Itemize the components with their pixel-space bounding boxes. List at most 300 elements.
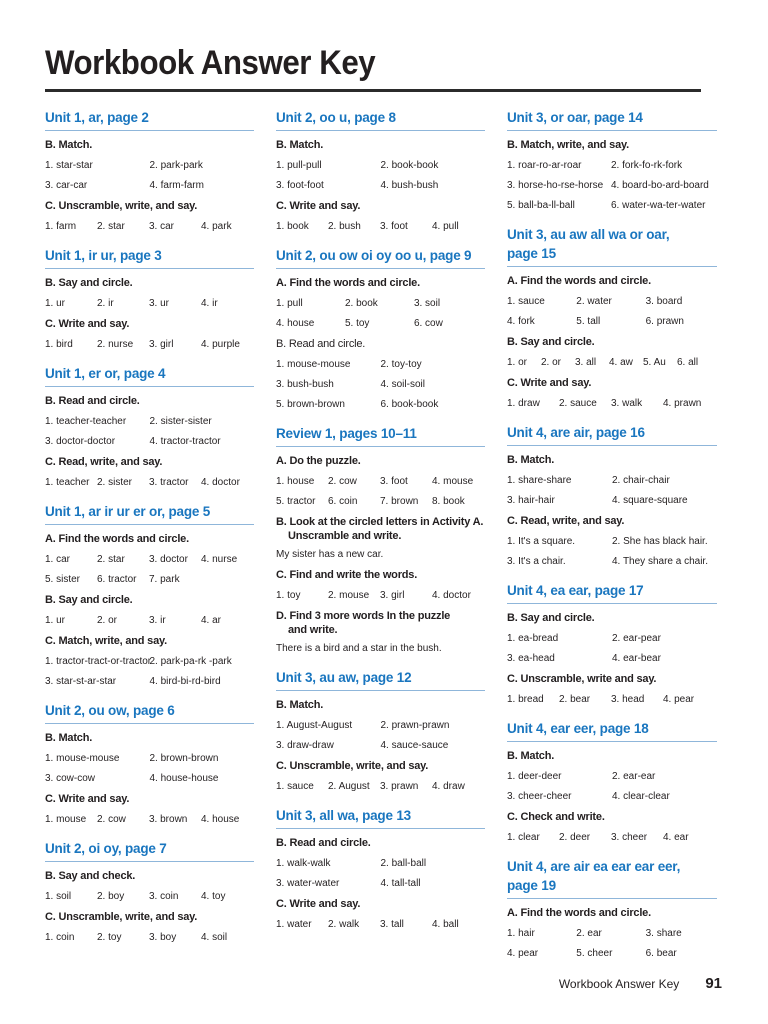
unit-block xyxy=(507,422,717,568)
answer-item: 3. all xyxy=(575,357,597,368)
exercise-title: B. Read and circle. xyxy=(276,338,366,350)
answer-item: 1. walk-walk xyxy=(276,858,331,869)
exercise-heading xyxy=(45,455,254,469)
answer-item: 5. brown-brown xyxy=(276,399,345,410)
answer-item: 5. sister xyxy=(45,574,81,585)
answer-row xyxy=(276,476,485,488)
answer-item: 1. bread xyxy=(507,694,544,705)
answer-item: 4. doctor xyxy=(432,590,471,601)
exercise-title-cont: Unscramble and write. xyxy=(288,530,402,542)
answer-row xyxy=(276,590,485,602)
answer-item: 2. boy xyxy=(97,891,125,902)
unit-heading xyxy=(45,501,254,525)
answer-item: 2. ir xyxy=(97,298,114,309)
answer-item: 4. ball xyxy=(432,919,459,930)
answer-item: 1. or xyxy=(507,357,528,368)
unit-heading xyxy=(276,667,485,691)
answer-item: 3. brown xyxy=(149,814,188,825)
exercise-heading xyxy=(507,335,717,349)
exercise-title: C. Write and say. xyxy=(507,377,592,389)
unit-heading xyxy=(45,245,254,269)
unit-title: Unit 2, ou ow oi oy oo u, page 9 xyxy=(276,248,472,263)
unit-block xyxy=(45,501,254,688)
answer-item: 4. ear-bear xyxy=(612,653,661,664)
exercise-title: C. Match, write, and say. xyxy=(45,635,167,647)
answer-sentence: There is a bird and a star in the bush. xyxy=(276,643,442,654)
answer-item: 3. bush-bush xyxy=(276,379,334,390)
answer-item: 4. They share a chair. xyxy=(612,556,708,567)
unit-title: Unit 1, er or, page 4 xyxy=(45,366,166,381)
answer-item: 2. cow xyxy=(328,476,357,487)
answer-item: 2. August xyxy=(328,781,370,792)
unit-heading xyxy=(276,245,485,269)
answer-row xyxy=(507,200,717,212)
exercise-heading xyxy=(45,138,254,152)
answer-item: 1. coin xyxy=(45,932,75,943)
answer-item: 4. prawn xyxy=(663,398,702,409)
title-divider xyxy=(45,89,701,92)
answer-item: 3. coin xyxy=(149,891,179,902)
answer-row xyxy=(276,160,485,172)
answer-row xyxy=(507,536,717,548)
answer-item: 3. soil xyxy=(413,298,441,309)
answer-item: 4. bush-bush xyxy=(380,180,439,191)
answer-row xyxy=(507,556,717,568)
answer-item: 4. house-house xyxy=(149,773,219,784)
answer-item: 2. She has black hair. xyxy=(612,536,708,547)
answer-item: 3. foot xyxy=(380,476,408,487)
answer-item: 1. tractor-tract-or-tractor xyxy=(45,656,152,667)
exercise-title: C. Write and say. xyxy=(276,898,361,910)
answer-item: 3. car-car xyxy=(45,180,88,191)
answer-item: 5. tall xyxy=(576,316,601,327)
answer-item: 1. teacher-teacher xyxy=(45,416,127,427)
answer-item: 2. mouse xyxy=(328,590,370,601)
answer-item: 3. cheer xyxy=(611,832,648,843)
answer-item: 3. doctor-doctor xyxy=(45,436,116,447)
answer-item: 6. all xyxy=(677,357,699,368)
answer-item: 2. walk xyxy=(328,919,360,930)
answer-item: 1. hair xyxy=(507,928,535,939)
exercise-title: C. Write and say. xyxy=(45,793,130,805)
answer-item: 3. draw-draw xyxy=(276,740,334,751)
answer-row xyxy=(45,753,254,765)
exercise-heading xyxy=(45,199,254,213)
exercise-title: C. Write and say. xyxy=(276,200,361,212)
answer-item: 7. brown xyxy=(380,496,419,507)
answer-item: 2. bear xyxy=(559,694,591,705)
unit-heading xyxy=(507,224,717,267)
answer-item: 4. house xyxy=(276,318,315,329)
answer-item: 2. chair-chair xyxy=(612,475,670,486)
footer-label: Workbook Answer Key xyxy=(558,977,680,991)
answer-item: 2. cow xyxy=(97,814,126,825)
exercise-heading xyxy=(45,532,254,546)
answer-item: 1. clear xyxy=(507,832,540,843)
exercise-heading xyxy=(45,731,254,745)
exercise-heading xyxy=(276,138,485,152)
answer-item: 1. car xyxy=(45,554,71,565)
answer-item: 1. August-August xyxy=(276,720,353,731)
answer-item: 2. ear-pear xyxy=(612,633,661,644)
answer-row xyxy=(276,919,485,931)
exercise-title-cont: and write. xyxy=(288,624,338,636)
answer-item: 4. pear xyxy=(663,694,695,705)
answer-item: 4. pull xyxy=(432,221,459,232)
answer-item: 2. toy-toy xyxy=(380,359,422,370)
answer-item: 4. toy xyxy=(201,891,226,902)
unit-heading xyxy=(276,805,485,829)
unit-title: Unit 3, or oar, page 14 xyxy=(507,110,643,125)
answer-item: 1. ur xyxy=(45,615,66,626)
answer-item: 4. park xyxy=(201,221,232,232)
answer-item: 1. draw xyxy=(507,398,540,409)
unit-title: Unit 4, are air, page 16 xyxy=(507,425,645,440)
answer-row xyxy=(45,416,254,428)
exercise-heading xyxy=(507,274,717,288)
answer-item: 3. walk xyxy=(611,398,643,409)
answer-row xyxy=(507,791,717,803)
answer-row xyxy=(45,615,254,627)
answer-row xyxy=(507,694,717,706)
answer-item: 3. head xyxy=(611,694,645,705)
exercise-title: A. Find the words and circle. xyxy=(507,907,651,919)
exercise-title: C. Check and write. xyxy=(507,811,605,823)
exercise-heading xyxy=(45,317,254,331)
answer-item: 3. ea-head xyxy=(507,653,555,664)
answer-item: 1. roar-ro-ar-roar xyxy=(507,160,582,171)
exercise-title: B. Look at the circled letters in Activity A. xyxy=(276,516,484,528)
answer-row xyxy=(276,359,485,371)
answer-item: 4. ar xyxy=(201,615,222,626)
column-right xyxy=(507,107,717,960)
answer-item: 3. tall xyxy=(380,919,404,930)
exercise-heading xyxy=(276,897,485,911)
exercise-heading xyxy=(507,453,717,467)
unit-heading xyxy=(507,580,717,604)
answer-item: 1. ea-bread xyxy=(507,633,559,644)
unit-title: Unit 3, all wa, page 13 xyxy=(276,808,411,823)
unit-heading xyxy=(507,107,717,131)
unit-heading xyxy=(45,700,254,724)
unit-block xyxy=(507,224,717,410)
exercise-heading xyxy=(507,138,717,152)
exercise-title: C. Read, write, and say. xyxy=(45,456,163,468)
unit-heading xyxy=(507,422,717,446)
exercise-title: C. Unscramble, write and say. xyxy=(507,673,657,685)
unit-block xyxy=(45,363,254,489)
answer-item: 2. or xyxy=(541,357,562,368)
answer-row xyxy=(276,496,485,508)
answer-item: 6. cow xyxy=(413,318,443,329)
answer-item: 4. house xyxy=(201,814,240,825)
answer-item: 3. water-water xyxy=(276,878,340,889)
unit-block xyxy=(507,856,717,960)
answer-item: 4. clear-clear xyxy=(612,791,670,802)
answer-row xyxy=(507,357,717,369)
answer-item: 5. ball-ba-ll-ball xyxy=(507,200,575,211)
answer-item: 1. deer-deer xyxy=(507,771,562,782)
exercise-heading xyxy=(45,634,254,648)
answer-item: 4. tractor-tractor xyxy=(149,436,221,447)
answer-item: 1. mouse xyxy=(45,814,87,825)
answer-row xyxy=(507,771,717,783)
column-middle xyxy=(276,107,485,931)
answer-item: 3. share xyxy=(645,928,682,939)
answer-item: 1. star-star xyxy=(45,160,93,171)
answer-item: 6. coin xyxy=(328,496,358,507)
answer-item: 1. It's a square. xyxy=(507,536,576,547)
answer-item: 1. ur xyxy=(45,298,66,309)
answer-item: 2. sauce xyxy=(559,398,597,409)
answer-item: 1. house xyxy=(276,476,315,487)
unit-heading xyxy=(45,838,254,862)
exercise-heading xyxy=(45,910,254,924)
answer-item: 4. tall-tall xyxy=(380,878,421,889)
answer-item: 2. park-pa-rk -park xyxy=(149,656,232,667)
unit-title: Unit 2, oi oy, page 7 xyxy=(45,841,167,856)
exercise-title: A. Find the words and circle. xyxy=(45,533,189,545)
exercise-heading xyxy=(45,869,254,883)
answer-item: 1. book xyxy=(276,221,309,232)
answer-item: 2. prawn-prawn xyxy=(380,720,450,731)
unit-title: Unit 3, au aw all wa or oar, xyxy=(507,227,670,242)
exercise-heading xyxy=(276,609,485,637)
answer-item: 1. water xyxy=(276,919,312,930)
exercise-heading xyxy=(45,394,254,408)
answer-item: 8. book xyxy=(432,496,465,507)
answer-item: 3. board xyxy=(645,296,683,307)
answer-item: 1. sauce xyxy=(276,781,314,792)
answer-sentence: My sister has a new car. xyxy=(276,549,384,560)
answer-item: 4. doctor xyxy=(201,477,240,488)
exercise-heading xyxy=(276,568,485,582)
exercise-title: C. Unscramble, write, and say. xyxy=(45,911,198,923)
exercise-title: B. Match. xyxy=(276,699,324,711)
answer-item: 2. water xyxy=(576,296,612,307)
answer-item: 4. board-bo-ard-board xyxy=(611,180,709,191)
answer-item: 5. toy xyxy=(344,318,370,329)
exercise-title: B. Say and check. xyxy=(45,870,136,882)
answer-row xyxy=(507,948,717,960)
unit-heading xyxy=(45,363,254,387)
answer-item: 3. prawn xyxy=(380,781,419,792)
answer-item: 3. girl xyxy=(149,339,174,350)
unit-title-cont: page 19 xyxy=(507,878,556,893)
answer-item: 3. star-st-ar-star xyxy=(45,676,117,687)
exercise-title: B. Say and circle. xyxy=(45,594,133,606)
exercise-heading xyxy=(276,759,485,773)
answer-row xyxy=(276,858,485,870)
exercise-heading xyxy=(276,836,485,850)
answer-item: 2. book xyxy=(344,298,378,309)
answer-item: 3. foot-foot xyxy=(276,180,324,191)
answer-row xyxy=(507,296,717,308)
answer-item: 1. mouse-mouse xyxy=(276,359,351,370)
exercise-title: B. Say and circle. xyxy=(45,277,133,289)
unit-title: Unit 1, ar ir ur er or, page 5 xyxy=(45,504,211,519)
unit-block xyxy=(45,700,254,826)
unit-title-cont: page 15 xyxy=(507,246,556,261)
exercise-title: A. Do the puzzle. xyxy=(276,455,361,467)
answer-item: 3. girl xyxy=(380,590,405,601)
answer-row xyxy=(45,160,254,172)
exercise-heading xyxy=(276,199,485,213)
exercise-title: C. Unscramble, write, and say. xyxy=(45,200,198,212)
answer-item: 5. Au xyxy=(643,357,666,368)
answer-item: 3. tractor xyxy=(149,477,189,488)
unit-title: Review 1, pages 10–11 xyxy=(276,426,417,441)
exercise-title: B. Match. xyxy=(45,139,93,151)
exercise-title: B. Match. xyxy=(507,454,555,466)
answer-row xyxy=(45,932,254,944)
exercise-heading xyxy=(507,749,717,763)
answer-row xyxy=(276,781,485,793)
exercise-heading xyxy=(45,792,254,806)
exercise-heading xyxy=(507,810,717,824)
exercise-heading xyxy=(45,593,254,607)
answer-item: 3. It's a chair. xyxy=(507,556,566,567)
answer-item: 1. pull xyxy=(276,298,303,309)
page-title: Workbook Answer Key xyxy=(45,44,376,82)
answer-row xyxy=(45,477,254,489)
exercise-heading xyxy=(276,337,485,351)
unit-block xyxy=(276,667,485,793)
unit-block xyxy=(507,107,717,212)
answer-item: 3. boy xyxy=(149,932,177,943)
answer-item: 4. purple xyxy=(201,339,240,350)
unit-block xyxy=(276,245,485,411)
answer-row xyxy=(276,318,485,330)
answer-row xyxy=(45,436,254,448)
answer-row xyxy=(45,814,254,826)
answer-item: 3. ir xyxy=(149,615,166,626)
answer-item: 2. star xyxy=(97,554,125,565)
answer-item: 3. hair-hair xyxy=(507,495,555,506)
unit-block xyxy=(276,805,485,931)
answer-row xyxy=(507,316,717,328)
unit-title: Unit 4, ea ear, page 17 xyxy=(507,583,644,598)
answer-item: 4. draw xyxy=(432,781,465,792)
answer-item: 2. fork-fo-rk-fork xyxy=(611,160,683,171)
answer-item: 2. sister xyxy=(97,477,133,488)
answer-item: 6. prawn xyxy=(645,316,684,327)
answer-item: 7. park xyxy=(149,574,180,585)
unit-title: Unit 2, oo u, page 8 xyxy=(276,110,396,125)
exercise-title: A. Find the words and circle. xyxy=(507,275,651,287)
answer-item: 2. ear-ear xyxy=(612,771,656,782)
answer-item: 1. share-share xyxy=(507,475,572,486)
answer-row xyxy=(45,656,254,668)
unit-heading xyxy=(276,107,485,131)
answer-item: 4. nurse xyxy=(201,554,238,565)
exercise-title: B. Read and circle. xyxy=(45,395,140,407)
unit-heading xyxy=(507,718,717,742)
exercise-title: B. Say and circle. xyxy=(507,336,595,348)
exercise-title: B. Say and circle. xyxy=(507,612,595,624)
page-number: 91 xyxy=(705,975,722,992)
answer-item: 3. foot xyxy=(380,221,408,232)
exercise-title: C. Unscramble, write, and say. xyxy=(276,760,429,772)
answer-row xyxy=(45,676,254,688)
answer-row xyxy=(507,495,717,507)
answer-row xyxy=(507,653,717,665)
unit-block xyxy=(507,580,717,706)
answer-row xyxy=(45,554,254,566)
exercise-title: C. Read, write, and say. xyxy=(507,515,625,527)
unit-block xyxy=(45,838,254,944)
answer-row xyxy=(276,399,485,411)
answer-row xyxy=(507,475,717,487)
answer-item: 2. sister-sister xyxy=(149,416,212,427)
answer-row xyxy=(507,180,717,192)
answer-item: 3. cow-cow xyxy=(45,773,96,784)
answer-item: 2. star xyxy=(97,221,125,232)
answer-item: 4. ir xyxy=(201,298,218,309)
page-footer xyxy=(559,975,722,992)
unit-title: Unit 4, are air ea ear ear eer, xyxy=(507,859,681,874)
answer-item: 4. bird-bi-rd-bird xyxy=(149,676,221,687)
answer-item: 2. or xyxy=(97,615,118,626)
unit-block xyxy=(507,718,717,844)
answer-item: 1. mouse-mouse xyxy=(45,753,120,764)
answer-item: 2. toy xyxy=(97,932,122,943)
exercise-title: B. Match. xyxy=(45,732,93,744)
answer-item: 1. sauce xyxy=(507,296,545,307)
answer-item: 6. tractor xyxy=(97,574,137,585)
answer-row xyxy=(45,574,254,586)
answer-item: 2. ball-ball xyxy=(380,858,427,869)
answer-item: 4. mouse xyxy=(432,476,474,487)
answer-item: 4. farm-farm xyxy=(149,180,204,191)
answer-item: 3. horse-ho-rse-horse xyxy=(507,180,604,191)
exercise-title: A. Find the words and circle. xyxy=(276,277,420,289)
answer-item: 2. ear xyxy=(576,928,602,939)
exercise-heading xyxy=(507,514,717,528)
unit-title: Unit 1, ir ur, page 3 xyxy=(45,248,162,263)
answer-item: 1. toy xyxy=(276,590,301,601)
answer-item: 4. fork xyxy=(507,316,535,327)
answer-row xyxy=(507,928,717,940)
answer-row xyxy=(276,740,485,752)
answer-row xyxy=(507,633,717,645)
answer-item: 5. tractor xyxy=(276,496,316,507)
exercise-heading xyxy=(276,698,485,712)
exercise-title: B. Read and circle. xyxy=(276,837,371,849)
answer-row xyxy=(45,891,254,903)
exercise-title: C. Find and write the words. xyxy=(276,569,418,581)
answer-item: 1. pull-pull xyxy=(276,160,322,171)
unit-block xyxy=(276,107,485,233)
exercise-heading xyxy=(507,611,717,625)
unit-title: Unit 4, ear eer, page 18 xyxy=(507,721,649,736)
answer-row xyxy=(507,160,717,172)
answer-item: 3. ur xyxy=(149,298,170,309)
answer-item: 4. sauce-sauce xyxy=(380,740,449,751)
answer-item: 4. ear xyxy=(663,832,689,843)
exercise-title: B. Match, write, and say. xyxy=(507,139,629,151)
answer-row xyxy=(45,180,254,192)
answer-item: 2. park-park xyxy=(149,160,203,171)
answer-row xyxy=(276,221,485,233)
answer-item: 2. brown-brown xyxy=(149,753,219,764)
exercise-heading xyxy=(507,906,717,920)
answer-row xyxy=(276,720,485,732)
unit-block xyxy=(45,245,254,351)
exercise-heading xyxy=(45,276,254,290)
answer-row xyxy=(45,773,254,785)
exercise-heading xyxy=(276,276,485,290)
